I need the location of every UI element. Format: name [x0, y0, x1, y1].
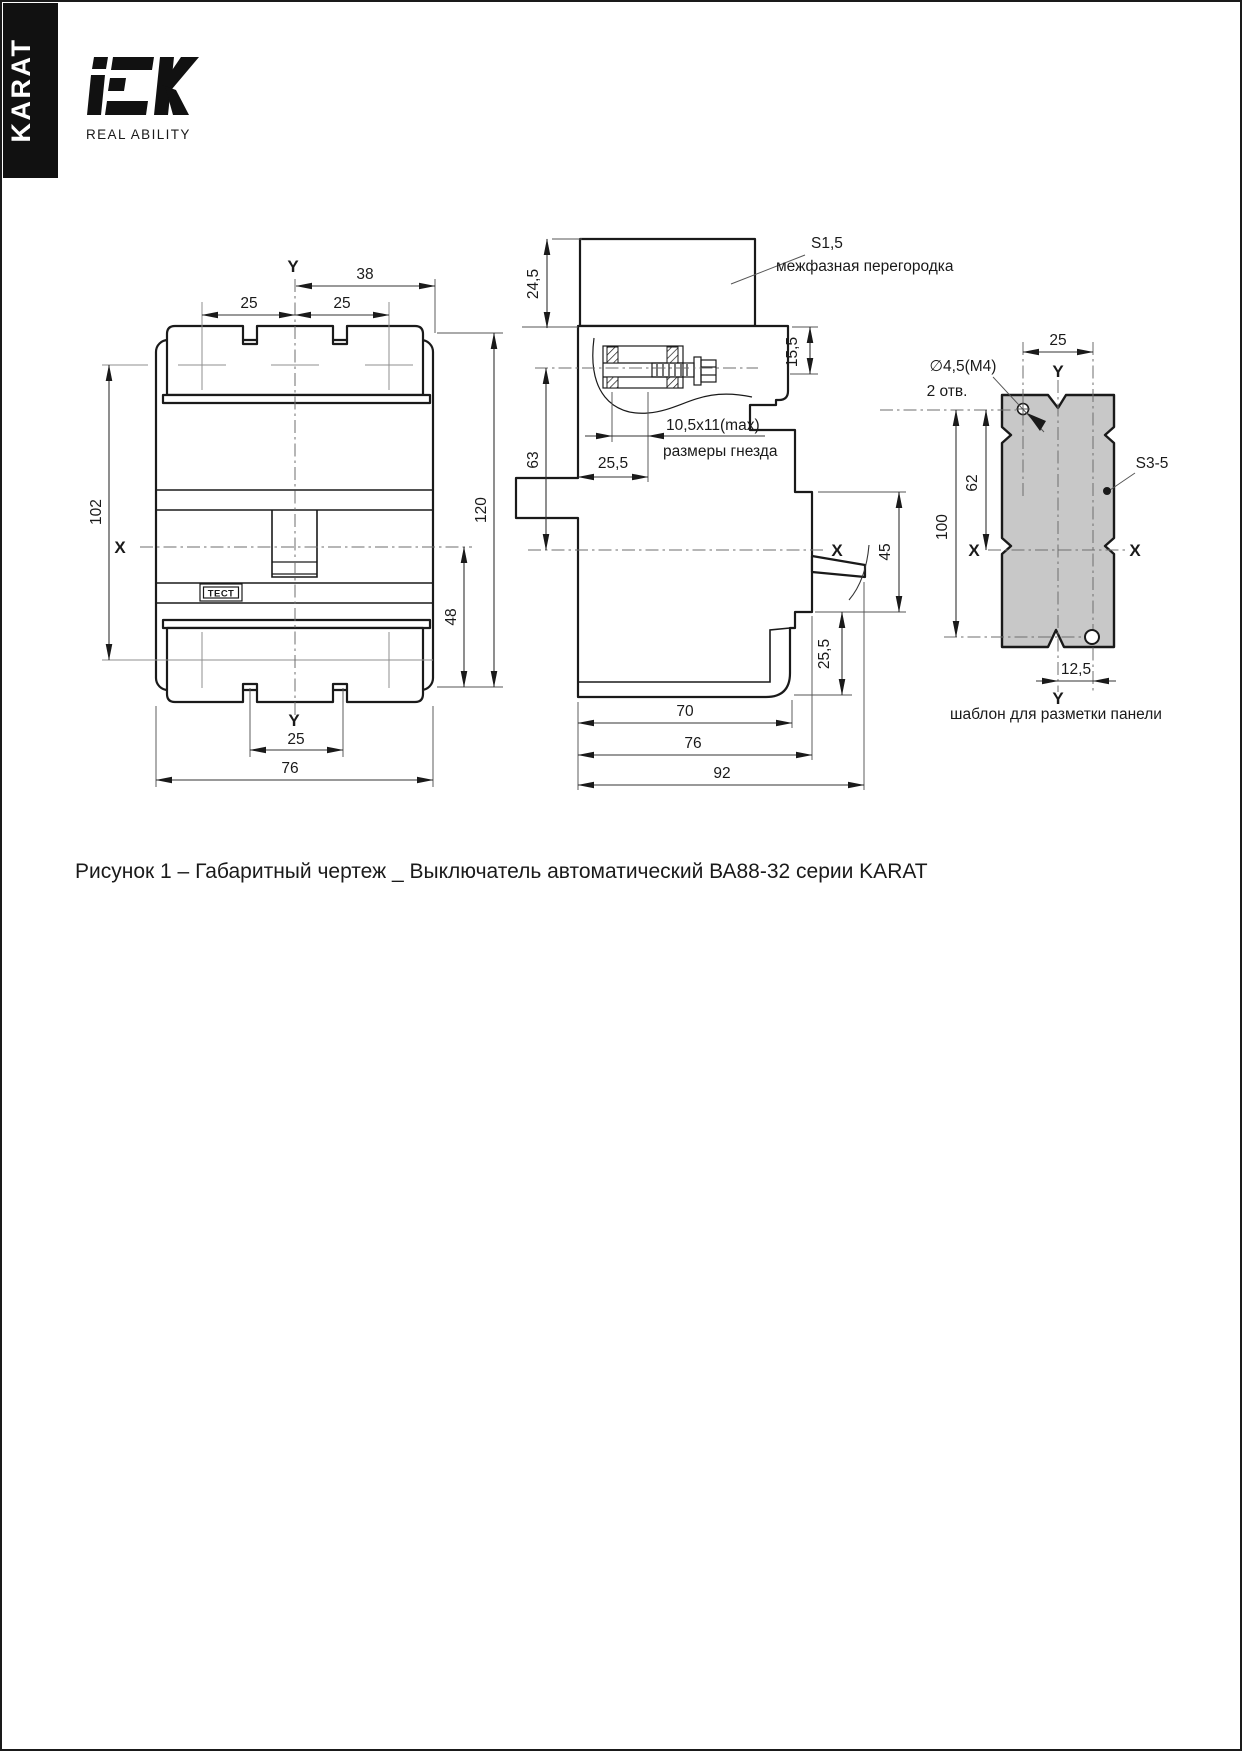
- axis-y-top-label: Y: [287, 257, 299, 276]
- test-button-label: ТЕСТ: [207, 588, 235, 600]
- side-axis-x-label: X: [831, 541, 843, 560]
- dim-25-bottom: 25: [287, 731, 305, 748]
- dim-102: 102: [88, 499, 105, 525]
- dim-76-side: 76: [684, 735, 702, 752]
- surface-leader-dot: [1103, 487, 1111, 495]
- hole-diameter-label: ∅4,5(M4): [929, 358, 997, 375]
- dim-48: 48: [443, 608, 460, 626]
- axis-x-label: X: [114, 538, 126, 557]
- mounting-hole-bottom: [1085, 630, 1099, 644]
- dim-120: 120: [473, 497, 490, 523]
- template-axis-y-bottom: Y: [1052, 689, 1064, 708]
- dim-24-5: 24,5: [525, 268, 542, 300]
- dim-100: 100: [934, 514, 951, 540]
- hole-qty-label: 2 отв.: [926, 383, 968, 400]
- label-s1-5: S1,5: [811, 235, 843, 252]
- dim-12-5: 12,5: [1060, 661, 1092, 678]
- dim-38: 38: [356, 266, 374, 283]
- dim-63: 63: [525, 451, 542, 469]
- dim-25-left: 25: [240, 295, 258, 312]
- dim-25-5-bottom: 25,5: [816, 638, 833, 670]
- dim-25-5-socket: 25,5: [597, 455, 629, 472]
- dim-socket-size: 10,5x11(max): [666, 417, 760, 434]
- surface-label: S3-5: [1135, 455, 1169, 472]
- bottom-cover-flange: [163, 620, 430, 628]
- template-axis-x-left: X: [968, 541, 980, 560]
- logo-tagline: REAL ABILITY: [86, 127, 191, 142]
- figure-caption: Рисунок 1 – Габаритный чертеж _ Выключатель автоматический ВА88-32 серии KARAT: [75, 860, 928, 883]
- dim-25-right: 25: [333, 295, 351, 312]
- phase-barrier: [580, 239, 755, 326]
- dim-15-5: 15,5: [784, 336, 801, 368]
- template-axis-y-top: Y: [1052, 362, 1064, 381]
- top-cover-flange: [163, 395, 430, 403]
- brand-sidebar-label: KARAT: [6, 37, 36, 143]
- dim-62: 62: [964, 474, 981, 492]
- dim-92: 92: [713, 765, 731, 782]
- label-socket: размеры гнезда: [663, 443, 778, 460]
- label-barrier: межфазная перегородка: [776, 258, 954, 275]
- dim-45: 45: [877, 543, 894, 561]
- dim-25-template: 25: [1049, 332, 1067, 349]
- dim-76-front: 76: [281, 760, 299, 777]
- template-caption: шаблон для разметки панели: [950, 706, 1162, 723]
- dim-70: 70: [676, 703, 694, 720]
- template-axis-x-right: X: [1129, 541, 1141, 560]
- axis-y-bottom-label: Y: [288, 711, 300, 730]
